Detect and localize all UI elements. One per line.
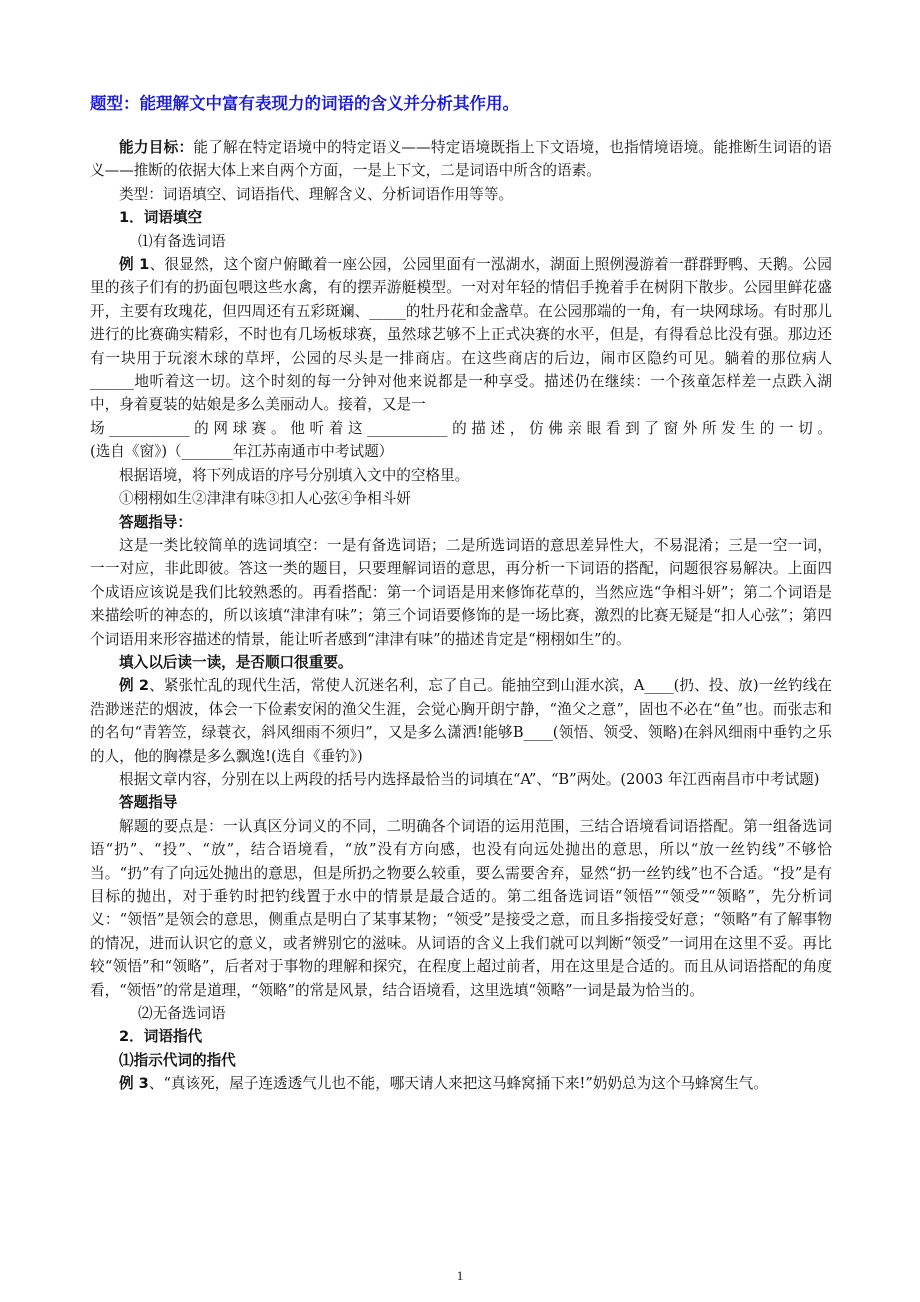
example1-guide-label: 答题指导：: [119, 513, 192, 531]
document-body: [90, 136, 832, 1096]
example1-last-line: 场___________的网球赛。他听着这___________的描述，仿佛亲眼看到了窗外所发生的一切。: [90, 419, 832, 437]
example2-guide-text: 解题的要点是：一认真区分词义的不同，二明确各个词语的运用范围，三结合语境看词语搭配。第一组备选词语“扔”、“投”、“放”，结合语境看，“放”没有方向感，也没有向远处抛出的意思，所以“放一丝钓线”不够恰当。“扔”有了向远处抛出的意思，但是所扔之物要么较重，要么需要舍弃，显然“扔一丝钓线”也不合适。“投”是有目标的抛出，对于垂钓时把钓线置于水中的情景是最合适的。第二组备选词语“领悟”“领受”“领略”，先分析词义：“领悟”是领会的意思，侧重点是明白了某事某物；“领受”是接受之意，而且多指接受好意；“领略”有了解事物的情况，进而认识它的意义，或者辨别它的滋味。从词语的含义上我们就可以判断“领受”一词用在这里不妥。再比较“领悟”和“领略”，后者对于事物的理解和探究，在程度上超过前者，用在这里是合适的。而且从词语搭配的角度看，“领悟”的常是道理，“领略”的常是风景，结合语境看，这里选填“领略”一词是最为恰当的。: [90, 817, 832, 999]
example1-paragraph: [90, 253, 832, 417]
ability-text: 能了解在特定语境中的特定语义——特定语境既指上下文语境，也指情境语境。能推断生词语的语义——推断的依据大体上来自两个方面，一是上下文，二是词语中所含的语素。: [90, 139, 832, 180]
section1-sub1: ⑴有备选词语: [138, 232, 226, 250]
page-title: 题型：能理解文中富有表现力的词语的含义并分析其作用。: [90, 94, 519, 113]
example1-text: 、很显然，这个窗户俯瞰着一座公园，公园里面有一泓湖水，湖面上照例漫游着一群群野鸭、天鹅。公园里的孩子们有的扔面包喂这些水禽，有的摆弄游艇模型。一对对年轻的情侣手挽着手在树阴下散步。公园里鲜花盛开，主要有玫瑰花，但四周还有五彩斑斓、_____的牡丹花和金盏草。在公园那端的一角，有一块网球场。有时那儿进行的比赛确实精彩，不时也有几场板球赛，虽然球艺够不上正式决赛的水平，但是，有得看总比没有强。那边还有一块用于玩滚木球的草坪，公园的尽头是一排商店。在这些商店的后边，闹市区隐约可见。躺着的那位病人______地听着这一切。这个时刻的每一分钟对他来说都是一种享受。描述仍在继续：一个孩童怎样差一点跌入湖中，身着夏装的姑娘是多么美丽动人。接着，又是一: [90, 256, 832, 414]
example1-question: 根据语境，将下列成语的序号分别填入文中的空格里。: [119, 466, 470, 484]
types-paragraph: 类型：词语填空、词语指代、理解含义、分析词语作用等等。: [119, 185, 514, 203]
section1-heading: 1．词语填空: [119, 209, 203, 227]
ability-paragraph: [90, 136, 832, 183]
ability-label: 能力目标：: [119, 139, 194, 156]
example2-question: 根据文章内容，分别在以上两段的括号内选择最恰当的词填在“A”、“B”两处。(2003 年江西南昌市中考试题): [119, 770, 820, 788]
example1-options: ①栩栩如生②津津有味③扣人心弦④争相斗妍: [119, 490, 411, 508]
section2-heading: 2．词语指代: [119, 1028, 203, 1046]
section2-sub1: ⑴指示代词的指代: [119, 1051, 236, 1069]
example1-guide-text: 这是一类比较简单的选词填空：一是有备选词语；二是所选词语的意思差异性大，不易混淆；三是一空一词，一一对应，非此即彼。答这一类的题目，只要理解词语的意思，再分析一下词语的搭配，问题很容易解决。上面四个成语应该说是我们比较熟悉的。再看搭配：第一个词语是用来修饰花草的，当然应选“争相斗妍”；第二个词语是来描绘听的神态的，所以该填“津津有味”；第三个词语要修饰的是一场比赛，激烈的比赛无疑是“扣人心弦”；第四个词语用来形容描述的情景，能让听者感到“津津有味”的描述肯定是“栩栩如生”的。: [90, 536, 832, 648]
page-number: 1: [456, 1268, 464, 1283]
example1-tip: 填入以后读一读，是否顺口很重要。: [119, 653, 353, 671]
example2-label: 例 2: [119, 677, 150, 695]
example1-source: (选自《窗》)（_______年江苏南通市中考试题）: [90, 443, 394, 461]
example2-text: 、紧张忙乱的现代生活，常使人沉迷名利，忘了自己。能抽空到山涯水滨，A____(扔、投、放)一丝钓线在浩渺迷茫的烟波，体会一下俭素安闲的渔父生涯，会觉心胸开朗宁静，“渔父之意”，固也不必在“鱼”也。而张志和的名句“青箬笠，绿蓑衣，斜风细雨不须归”，又是多么潇洒!能够B____(领悟、领受、领略)在斜风细雨中垂钓之乐的人，他的胸襟是多么飘逸!(选自《垂钓》): [90, 677, 832, 765]
example1-label: 例 1: [119, 256, 150, 274]
example2-paragraph: [90, 674, 832, 768]
section1-sub2: ⑵无备选词语: [138, 1005, 226, 1023]
example3-label: 例 3: [119, 1075, 149, 1093]
example3-text: 、“真该死，屋子连透透气儿也不能，哪天请人来把这马蜂窝捅下来!”奶奶总为这个马蜂窝生气。: [148, 1075, 768, 1093]
example2-guide-label: 答题指导: [119, 794, 178, 812]
example3-paragraph: [90, 1072, 832, 1095]
